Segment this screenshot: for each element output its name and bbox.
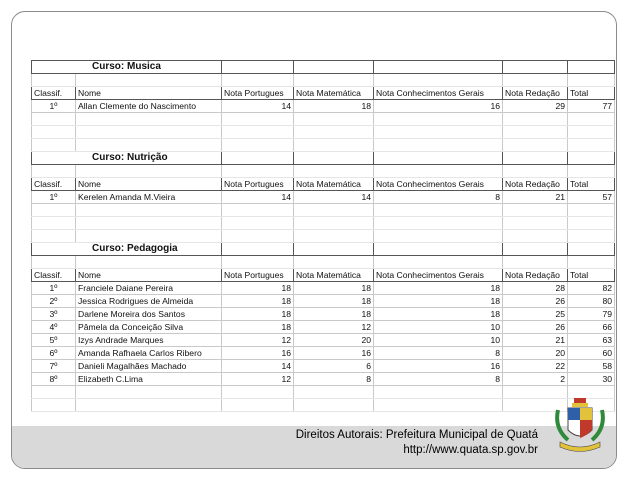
table-row xyxy=(32,100,615,113)
table-cell: 16 xyxy=(374,100,503,113)
table-cell: 21 xyxy=(503,191,568,204)
blank-row xyxy=(32,217,615,230)
table-row xyxy=(32,347,615,360)
table-cell: 16 xyxy=(294,347,374,360)
table-cell: 18 xyxy=(374,295,503,308)
website-link[interactable]: http://www.quata.sp.gov.br xyxy=(403,444,538,456)
table-cell: 79 xyxy=(568,308,615,321)
table-cell: Darlene Moreira dos Santos xyxy=(76,308,222,321)
course-title: Curso: Musica xyxy=(32,61,222,74)
table-cell: 26 xyxy=(503,321,568,334)
course-title-row xyxy=(32,152,615,165)
header-row xyxy=(32,87,615,100)
copyright-text: Direitos Autorais: Prefeitura Municipal de Quatá xyxy=(295,429,538,441)
table-cell: 2 xyxy=(503,373,568,386)
blank-row xyxy=(32,113,615,126)
table-cell: 26 xyxy=(503,295,568,308)
column-header: Total xyxy=(568,269,615,282)
column-header: Classif. xyxy=(32,178,76,191)
table-cell: 29 xyxy=(503,100,568,113)
course-title-row xyxy=(32,243,615,256)
table-cell: 57 xyxy=(568,191,615,204)
blank-row xyxy=(32,204,615,217)
table-cell: 28 xyxy=(503,282,568,295)
table-cell: Allan Clemente do Nascimento xyxy=(76,100,222,113)
blank-row xyxy=(32,139,615,152)
column-header: Nota Conhecimentos Gerais xyxy=(374,269,503,282)
table-cell: 10 xyxy=(374,321,503,334)
column-header: Classif. xyxy=(32,269,76,282)
blank-row xyxy=(32,165,615,178)
column-header: Nota Redação xyxy=(503,178,568,191)
table-row xyxy=(32,360,615,373)
column-header: Total xyxy=(568,87,615,100)
table-cell: Amanda Rafhaela Carlos Ribero xyxy=(76,347,222,360)
page-frame xyxy=(11,11,617,469)
header-row xyxy=(32,269,615,282)
table-cell: 18 xyxy=(294,100,374,113)
table-cell: 16 xyxy=(374,360,503,373)
table-cell: 2º xyxy=(32,295,76,308)
table-row xyxy=(32,321,615,334)
footer-bar xyxy=(12,426,616,468)
course-title: Curso: Nutrição xyxy=(32,152,222,165)
table-cell: 12 xyxy=(294,321,374,334)
column-header: Total xyxy=(568,178,615,191)
blank-row xyxy=(32,74,615,87)
table-cell: 82 xyxy=(568,282,615,295)
column-header: Nota Redação xyxy=(503,87,568,100)
table-cell: 18 xyxy=(294,295,374,308)
table-cell: 58 xyxy=(568,360,615,373)
table-cell: Elizabeth C.Lima xyxy=(76,373,222,386)
table-cell: 18 xyxy=(374,308,503,321)
table-cell: Kerelen Amanda M.Vieira xyxy=(76,191,222,204)
table-cell: 12 xyxy=(222,334,294,347)
table-cell: 25 xyxy=(503,308,568,321)
table-cell: 60 xyxy=(568,347,615,360)
table-cell: 16 xyxy=(222,347,294,360)
table-cell: 14 xyxy=(222,191,294,204)
table-cell: 8 xyxy=(374,347,503,360)
table-cell: 1º xyxy=(32,191,76,204)
table-cell: 18 xyxy=(222,321,294,334)
table-cell: 14 xyxy=(294,191,374,204)
table-cell: Danieli Magalhães Machado xyxy=(76,360,222,373)
results-table xyxy=(31,60,615,412)
table-cell: Pâmela da Conceição Silva xyxy=(76,321,222,334)
table-cell: 18 xyxy=(294,308,374,321)
table-cell: 77 xyxy=(568,100,615,113)
column-header: Classif. xyxy=(32,87,76,100)
table-row xyxy=(32,191,615,204)
blank-row xyxy=(32,230,615,243)
header-row xyxy=(32,178,615,191)
table-cell: 8 xyxy=(374,191,503,204)
table-cell: Izys Andrade Marques xyxy=(76,334,222,347)
table-cell: 63 xyxy=(568,334,615,347)
table-row xyxy=(32,308,615,321)
blank-row xyxy=(32,386,615,399)
course-title: Curso: Pedagogia xyxy=(32,243,222,256)
column-header: Nota Matemática xyxy=(294,178,374,191)
table-cell: 6 xyxy=(294,360,374,373)
spreadsheet xyxy=(31,60,614,412)
table-cell: 18 xyxy=(222,308,294,321)
column-header: Nota Conhecimentos Gerais xyxy=(374,87,503,100)
blank-row xyxy=(32,256,615,269)
table-cell: 14 xyxy=(222,100,294,113)
table-row xyxy=(32,295,615,308)
column-header: Nota Conhecimentos Gerais xyxy=(374,178,503,191)
table-cell: 80 xyxy=(568,295,615,308)
table-cell: 3º xyxy=(32,308,76,321)
column-header: Nota Matemática xyxy=(294,269,374,282)
table-row xyxy=(32,373,615,386)
table-row xyxy=(32,282,615,295)
column-header: Nota Portugues xyxy=(222,87,294,100)
table-cell: 4º xyxy=(32,321,76,334)
table-cell: 66 xyxy=(568,321,615,334)
table-cell: 14 xyxy=(222,360,294,373)
table-cell: 21 xyxy=(503,334,568,347)
table-cell: 22 xyxy=(503,360,568,373)
table-cell: 12 xyxy=(222,373,294,386)
blank-row xyxy=(32,399,615,412)
column-header: Nota Redação xyxy=(503,269,568,282)
table-cell: 1º xyxy=(32,282,76,295)
table-cell: 10 xyxy=(374,334,503,347)
table-cell: 30 xyxy=(568,373,615,386)
table-cell: 5º xyxy=(32,334,76,347)
course-title-row xyxy=(32,61,615,74)
table-cell: 18 xyxy=(222,282,294,295)
municipal-crest-icon xyxy=(552,396,608,458)
blank-row xyxy=(32,126,615,139)
table-cell: 8º xyxy=(32,373,76,386)
column-header: Nota Matemática xyxy=(294,87,374,100)
table-cell: 6º xyxy=(32,347,76,360)
table-cell: 1º xyxy=(32,100,76,113)
column-header: Nome xyxy=(76,87,222,100)
table-cell: 20 xyxy=(294,334,374,347)
table-cell: 8 xyxy=(294,373,374,386)
table-cell: 18 xyxy=(294,282,374,295)
table-row xyxy=(32,334,615,347)
column-header: Nota Portugues xyxy=(222,178,294,191)
table-cell: Franciele Daiane Pereira xyxy=(76,282,222,295)
column-header: Nome xyxy=(76,269,222,282)
table-cell: 18 xyxy=(222,295,294,308)
table-cell: 8 xyxy=(374,373,503,386)
table-cell: 18 xyxy=(374,282,503,295)
table-cell: 20 xyxy=(503,347,568,360)
column-header: Nota Portugues xyxy=(222,269,294,282)
column-header: Nome xyxy=(76,178,222,191)
table-cell: 7º xyxy=(32,360,76,373)
table-cell: Jessica Rodrigues de Almeida xyxy=(76,295,222,308)
